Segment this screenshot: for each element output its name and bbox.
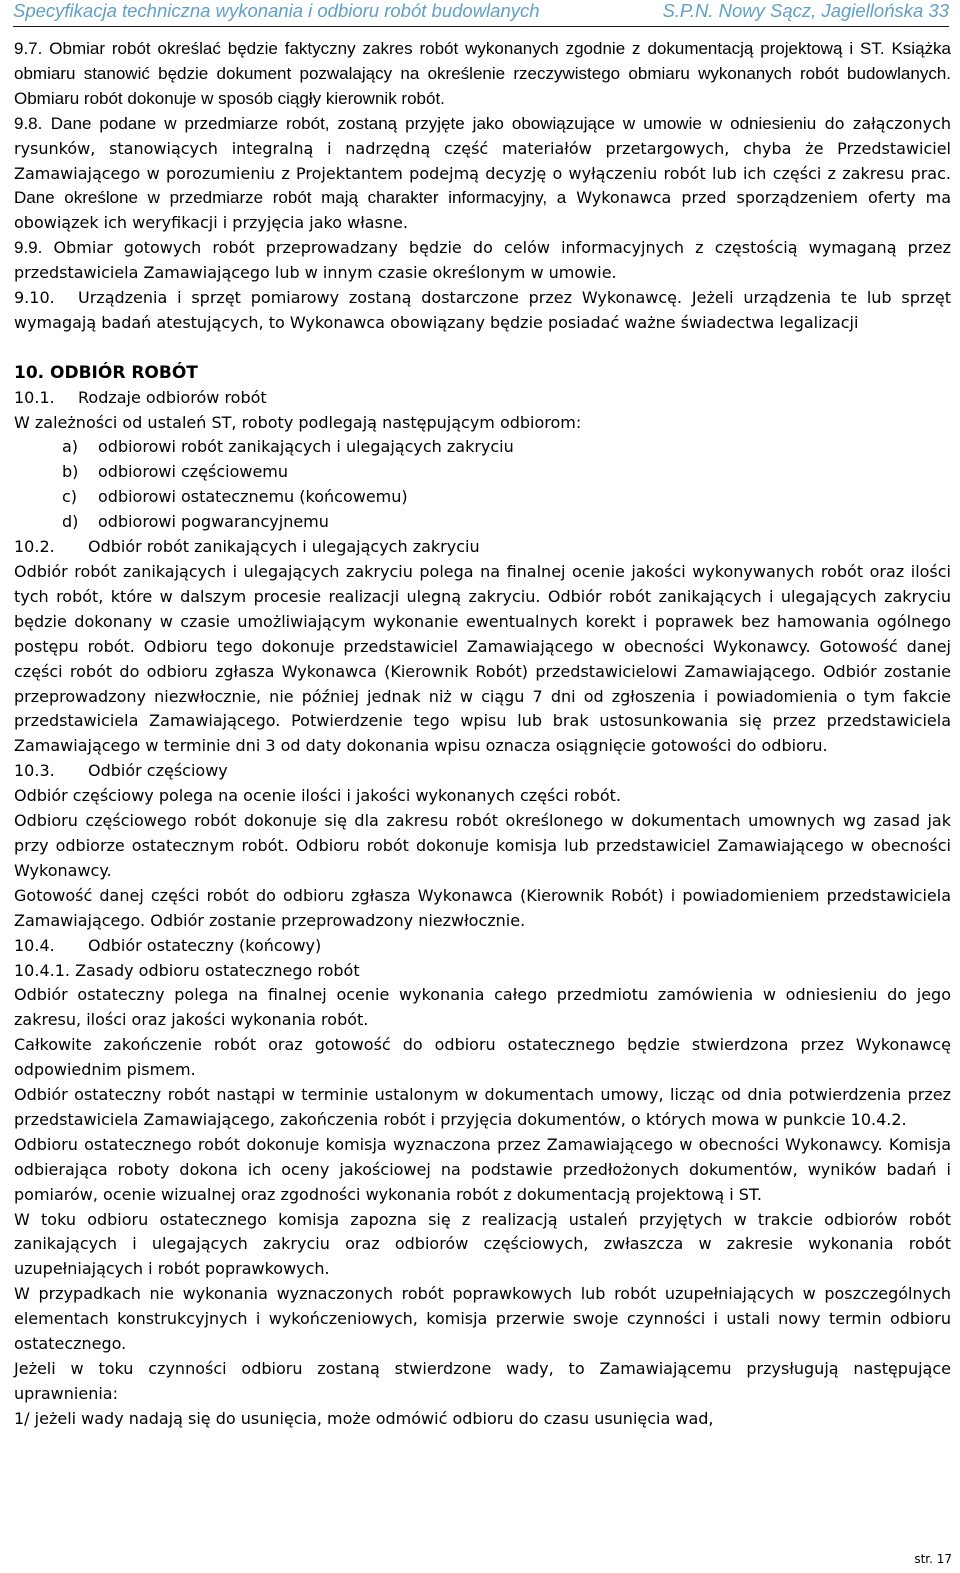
list-text: odbiorowi robót zanikających i ulegających zakryciu [98,437,514,457]
page-number: str. 17 [914,1552,952,1566]
section-10-2-text: Odbiór robót zanikających i ulegających zakryciu polega na finalnej ocenie jakości wykonywanych robót oraz ilości tych robót, które w dalszym procesie realizacji ulegną zakryciu. Odbiór robót zanikających i ulegających zakryciu będzie dokonany w czasie umożliwiającym wykonanie ewentualnych korekt i poprawek bez hamowania ogólnego postępu robót. Odbioru tego dokonuje przedstawiciel Zamawiającego w obecności Wykonawcy. Gotowość danej części robót do odbioru zgłasza Wykonawca (Kierownik Robót) przedstawicielowi Zamawiającego. Odbiór zostanie przeprowadzony niezwłocznie, nie później jednak niż w ciągu 7 dni od zgłoszenia i powiadomienia o tym fakcie przedstawiciela Zamawiającego. Potwierdzenie tego wpisu lub brak ustosunkowania się przez przedstawiciela Zamawiającego w terminie dni 3 od daty dokonania wpisu oznacza osiągnięcie gotowości do odbioru. [14,562,951,756]
paragraph-9-8-number: 9.8. [14,113,43,133]
section-10-4-1-paragraph-4: Odbioru ostatecznego robót dokonuje komisja wyznaczona przez Zamawiającego w obecności Wykonawcy. Komisja odbierająca roboty dokona ich oceny jakościowej na podstawie przedłożonych dokumentów, wyników badań i pomiarów, ocenie wizualnej oraz zgodności wykonania robót z dokumentacją projektową i ST. [14,1134,951,1204]
section-10-4-1-paragraph-1: Odbiór ostateczny polega na finalnej ocenie wykonania całego przedmiotu zamówienia w odniesieniu do jego zakresu, ilości oraz jakości wykonania robót. [14,985,951,1030]
section-10-3-title: Odbiór częściowy [88,761,228,781]
section-10-3-heading [14,759,951,784]
section-10-3-paragraph-1: Odbiór częściowy polega na ocenie ilości i jakości wykonanych części robót. [14,786,622,806]
section-10-4-1-paragraph-2: Całkowite zakończenie robót oraz gotowość do odbioru ostatecznego będzie stwierdzona przez Wykonawcę odpowiednim pismem. [14,1035,951,1080]
list-marker: c) [62,487,78,507]
paragraph-9-8-text-d: Wykonawca przed sporządzeniem oferty ma obowiązek ich weryfikacji i przyjęcia jako własne. [14,188,951,233]
section-10-4-number: 10.4. [14,935,55,955]
section-10-4-1-paragraph-8: 1/ jeżeli wady nadają się do usunięcia, może odmówić odbioru do czasu usunięcia wad, [14,1408,714,1428]
paragraph-9-8-text-a: Dane podane w przedmiarze robót, zostaną przyjęte jako obowiązujące w umowie w odniesieniu [50,113,817,133]
page-header [13,0,949,27]
section-10-3-number: 10.3. [14,761,55,781]
list-marker: d) [62,512,79,532]
section-10-title: 10. ODBIÓR ROBÓT [14,362,198,383]
section-10-4-1-paragraph-7: Jeżeli w toku czynności odbioru zostaną stwierdzone wady, to Zamawiającemu przysługują następujące uprawnienia: [14,1359,951,1403]
paragraph-9-10 [14,286,951,336]
paragraph-9-9-number: 9.9. [14,238,43,258]
list-item [14,485,951,510]
list-marker: a) [62,437,79,457]
list-item [14,510,951,535]
paragraph-9-10-text-a: Urządzenia i sprzęt pomiarowy zostaną dostarczone przez Wykonawcę. [78,288,683,308]
section-10-1-number: 10.1. [14,387,55,407]
list-text: odbiorowi pogwarancyjnemu [98,512,329,532]
paragraph-9-9-text: Obmiar gotowych robót przeprowadzany będzie do celów informacyjnych z częstością wymaganą przez przedstawiciela Zamawiającego lub w innym czasie określonym w umowie. [14,238,952,283]
paragraph-9-10-text-b: Jeżeli urządzenia te lub sprzęt wymagają badań atestujących, to Wykonawca obowiązany będzie posiadać ważne świadectwa legalizacji [14,288,951,332]
list-text: odbiorowi częściowemu [98,462,289,482]
section-10-1-title: Rodzaje odbiorów robót [78,387,267,407]
paragraph-9-8-text-c: Dane określone w przedmiarze robót mają charakter informacyjny, a [14,188,567,208]
section-10-1-heading [14,386,951,411]
section-10-4-1-heading: 10.4.1. Zasady odbioru ostatecznego robót [14,960,360,980]
section-10-3-paragraph-2: Odbioru częściowego robót dokonuje się dla zakresu robót określonego w dokumentach umownych wg zasad jak przy odbiorze ostatecznym robót. Odbioru robót dokonuje komisja lub przedstawiciel Zamawiającego w obecności Wykonawcy. [14,811,951,880]
section-10-4-1-paragraph-5: W toku odbioru ostatecznego komisja zapozna się z realizacją ustaleń przyjętych w trakcie odbiorów robót zanikających i ulegających zakryciu oraz odbiorów częściowych, zwłaszcza w zakresie wykonania robót uzupełniających i robót poprawkowych. [14,1209,951,1279]
paragraph-9-8-text-b: do załączonych rysunków, stanowiących integralną i nadrzędną część materiałów przetargowych, chyba że Przedstawiciel Zamawiającego w porozumieniu z Projektantem podejmą decyzję o wyłączeniu robót lub ich części z zakresu prac. [14,113,952,183]
header-document-title: Specyfikacja techniczna wykonania i odbioru robót budowlanych [13,0,540,21]
list-text: odbiorowi ostatecznemu (końcowemu) [98,487,408,507]
list-item [14,435,951,460]
list-item [14,460,951,485]
section-10-4-1-paragraph-6: W przypadkach nie wykonania wyznaczonych robót poprawkowych lub robót uzupełniających w poszczególnych elementach konstrukcyjnych i wykończeniowych, komisja przerwie swoje czynności i ustali nowy termin odbioru ostatecznego. [14,1284,951,1354]
document-body [14,37,951,1432]
list-marker: b) [62,462,79,482]
section-10-4-1-paragraph-3: Odbiór ostateczny robót nastąpi w terminie ustalonym w dokumentach umowy, licząc od dnia potwierdzenia przez przedstawiciela Zamawiającego, zakończenia robót i przyjęcia dokumentów, o których mowa w punkcie 10.4.2. [14,1085,951,1129]
paragraph-9-7: 9.7. Obmiar robót określać będzie faktyczny zakres robót wykonanych zgodnie z dokumentacją projektową i ST. Książka obmiaru stanowić będzie dokument pozwalający na określenie rzeczywistego obmiaru wykonanych robót budowlanych. Obmiaru robót dokonuje w sposób ciągły kierownik robót. [14,39,951,108]
paragraph-9-8 [14,112,951,237]
section-10-3-paragraph-3: Gotowość danej części robót do odbioru zgłasza Wykonawca (Kierownik Robót) i powiadomieniem przedstawiciela Zamawiającego. Odbiór zostanie przeprowadzony niezwłocznie. [14,885,951,930]
paragraph-9-10-number: 9.10. [14,288,55,308]
receipt-types-list [14,435,951,535]
section-10-4-heading [14,934,951,959]
section-10-2-heading [14,535,951,560]
section-10-4-title: Odbiór ostateczny (końcowy) [88,935,322,955]
section-10-2-number: 10.2. [14,537,55,557]
header-location: S.P.N. Nowy Sącz, Jagiellońska 33 [662,0,949,21]
spacer [14,336,951,361]
paragraph-9-9 [14,236,951,286]
section-10-2-title: Odbiór robót zanikających i ulegających zakryciu [88,537,480,557]
section-10-1-intro: W zależności od ustaleń ST, roboty podlegają następującym odbiorom: [14,412,582,432]
